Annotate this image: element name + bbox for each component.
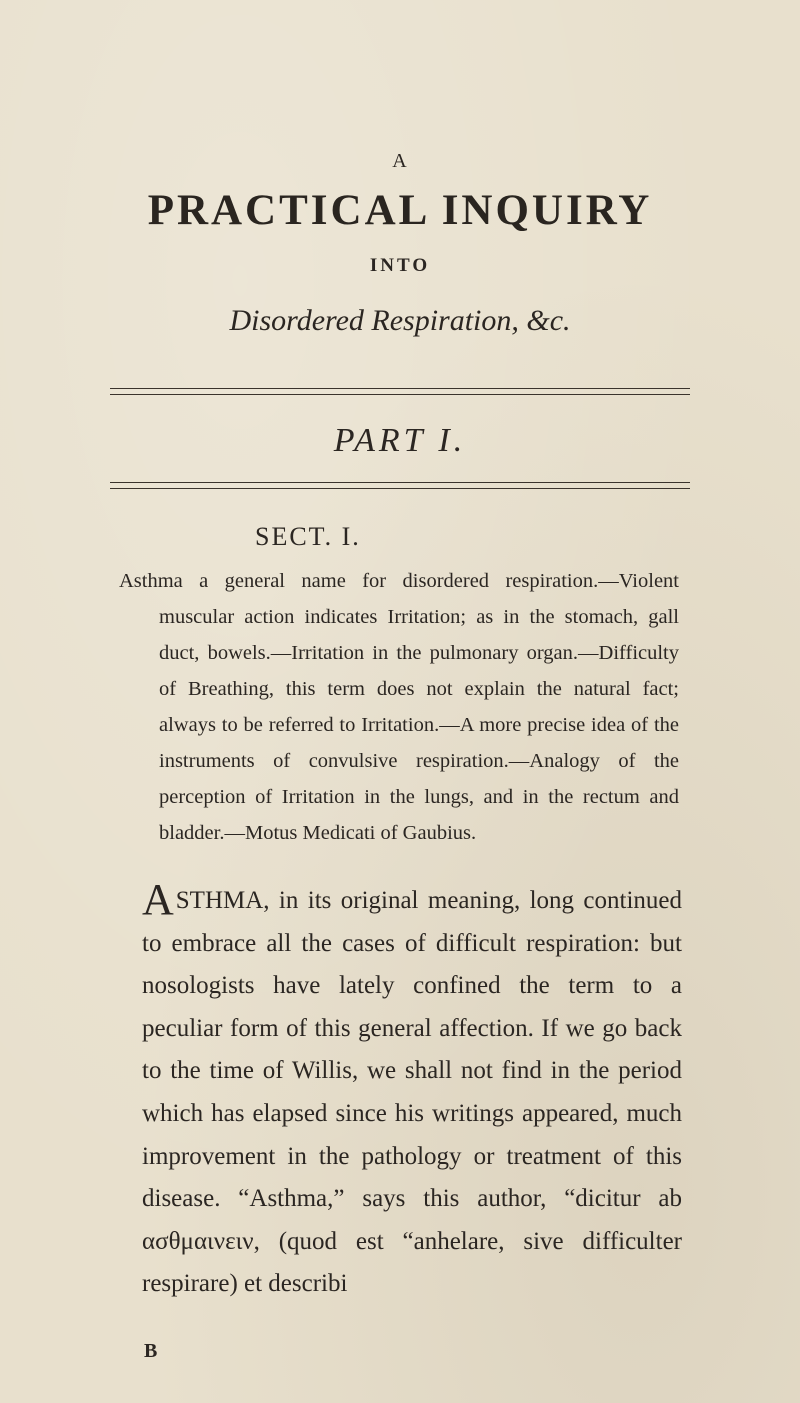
section-heading: SECT. I. [255,522,361,551]
bottom-rule-divider [110,482,690,489]
part-heading: PART I. [333,422,467,459]
signature-mark: A [392,150,408,172]
title-into: INTO [369,255,431,276]
top-rule-divider [110,388,690,395]
body-text: STHMA, in its original meaning, long continued to embrace all the cases of difficult respiration: but nosologists have lately confined the term to a peculiar form of this general affection. If we go back to the time of Willis, we shall not find in the period which has elapsed since his writings appeared, much improvement in the pathology or treatment of this disease. “Asthma,” says this author, “dicitur ab ασθμαινειν, (quod est “anhelare, sive difficulter respirare) et describi [142,887,682,1298]
footer-signature: B [144,1340,158,1362]
drop-cap: A [142,875,174,924]
title-subtitle: Disordered Respiration, &c. [229,304,571,337]
page-title: PRACTICAL INQUIRY [147,187,653,234]
synopsis-text: Asthma a general name for disordered respiration.—Violent muscular action indicates Irritation; as in the stomach, gall duct, bowels.—Irritation in the pulmonary organ.—Difficulty of Breathing, this term does not explain the natural fact; always to be referred to Irritation.—A more precise idea of the instruments of convulsive respiration.—Analogy of the perception of Irritation in the lungs, and in the rectum and bladder.—Motus Medicati of Gaubius. [119,570,679,844]
body-paragraph [142,875,682,1306]
section-synopsis [119,563,679,851]
